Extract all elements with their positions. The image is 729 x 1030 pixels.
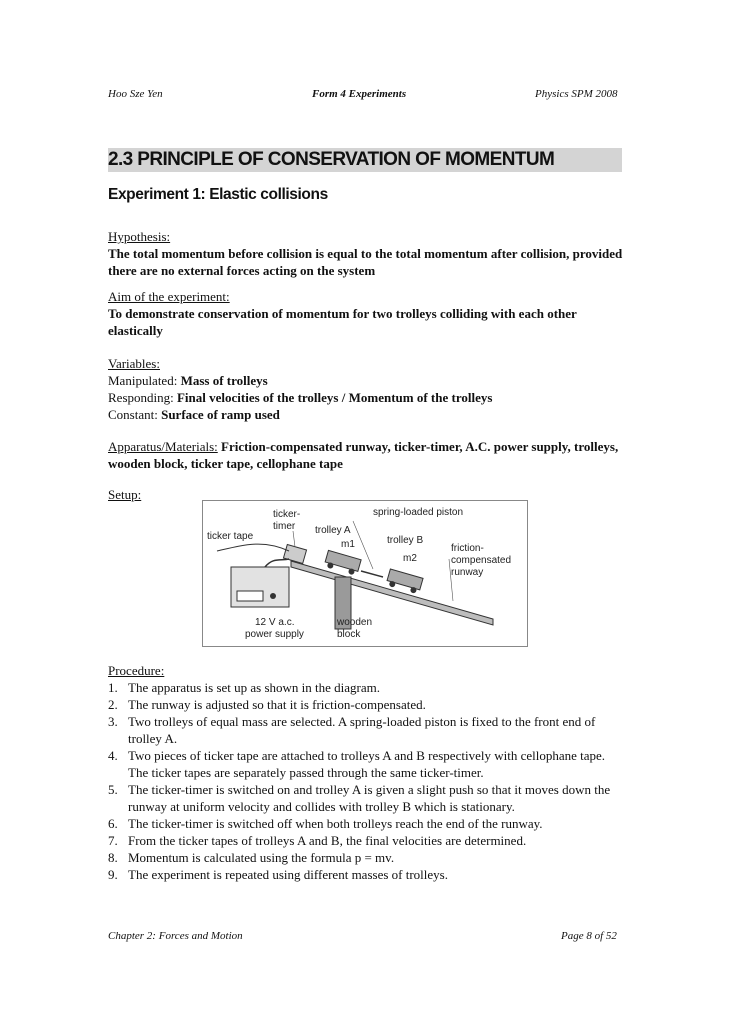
list-item: 1. The apparatus is set up as shown in the diagram. [108, 680, 380, 695]
label-runway-2: compensated [451, 555, 512, 566]
ticker-tape-line [217, 544, 289, 551]
ticker-timer-shape [283, 545, 306, 564]
apparatus-text: Friction-compensated runway, ticker-timer, A.C. power supply, trolleys, wooden block, ticker tape, cellophane tape [108, 439, 619, 471]
label-block-2: block [337, 629, 361, 640]
variables-label: Variables: [108, 356, 160, 371]
list-item: 6. The ticker-timer is switched off when both trolleys reach the end of the runway. [108, 816, 543, 831]
header-author: Hoo Sze Yen [108, 88, 163, 100]
label-trolley-a: trolley A [315, 525, 351, 536]
manipulated-value: Mass of trolleys [180, 373, 268, 388]
footer-page: Page 8 of 52 [561, 930, 617, 942]
hypothesis-text: The total momentum before collision is equal to the total momentum after collision, provided there are no external forces acting on the system [108, 246, 623, 278]
list-item: 7. From the ticker tapes of trolleys A and B, the final velocities are determined. [108, 833, 527, 848]
responding-label: Responding: [108, 390, 174, 405]
header-course: Form 4 Experiments [312, 88, 407, 100]
list-item: 3. Two trolleys of equal mass are selected. A spring-loaded piston is fixed to the front end of trolley A. [108, 714, 596, 746]
label-runway-1: friction- [451, 543, 484, 554]
aim-label: Aim of the experiment: [108, 289, 230, 304]
power-supply-knob [270, 593, 276, 599]
setup-label: Setup: [108, 487, 142, 502]
constant-label: Constant: [108, 407, 158, 422]
setup-diagram [202, 500, 528, 647]
label-ticker-timer-1: ticker- [273, 509, 301, 520]
setup-diagram-svg [203, 501, 527, 646]
label-runway-3: runway [451, 567, 484, 578]
label-block-1: wooden [337, 617, 373, 628]
procedure-list [108, 679, 628, 883]
manipulated-label: Manipulated: [108, 373, 178, 388]
list-item: 5. The ticker-timer is switched on and trolley A is given a slight push so that it moves down the runway at uniform velocity and collides with trolley B which is stationary. [108, 782, 611, 814]
list-item: 9. The experiment is repeated using different masses of trolleys. [108, 867, 448, 882]
label-m1: m1 [341, 539, 355, 550]
apparatus-label: Apparatus/Materials: [108, 439, 218, 454]
aim-text: To demonstrate conservation of momentum for two trolleys colliding with each other elastically [108, 306, 577, 338]
aim-section [108, 288, 628, 339]
header-subject: Physics SPM 2008 [535, 88, 618, 100]
manipulated-row [108, 372, 628, 389]
constant-row [108, 406, 628, 423]
wire-line [265, 559, 289, 567]
apparatus-section [108, 438, 628, 472]
procedure-section [108, 662, 628, 883]
hypothesis-section [108, 228, 628, 279]
section-title: 2.3 PRINCIPLE OF CONSERVATION OF MOMENTUM [108, 149, 555, 170]
procedure-label: Procedure: [108, 663, 165, 678]
constant-value: Surface of ramp used [161, 407, 280, 422]
list-item: 4. Two pieces of ticker tape are attached to trolleys A and B respectively with cellophane tape. The ticker tapes are separately passed through the same ticker-timer. [108, 748, 606, 780]
responding-row [108, 389, 628, 406]
hypothesis-label: Hypothesis: [108, 229, 171, 244]
piston-line [361, 571, 383, 577]
responding-value: Final velocities of the trolleys / Momentum of the trolleys [176, 390, 493, 405]
variables-section [108, 355, 628, 423]
label-trolley-b: trolley B [387, 535, 424, 546]
label-spring-piston: spring-loaded piston [373, 507, 464, 518]
list-item: 8. Momentum is calculated using the formula p = mv. [108, 850, 395, 865]
footer-chapter: Chapter 2: Forces and Motion [108, 930, 243, 942]
label-m2: m2 [403, 553, 417, 564]
list-item: 2. The runway is adjusted so that it is friction-compensated. [108, 697, 426, 712]
label-power-1: 12 V a.c. [255, 617, 295, 628]
experiment-title: Experiment 1: Elastic collisions [108, 186, 328, 203]
label-power-2: power supply [245, 629, 304, 640]
label-ticker-timer-2: timer [273, 521, 296, 532]
power-supply-panel [237, 591, 263, 601]
label-ticker-tape: ticker tape [207, 531, 254, 542]
